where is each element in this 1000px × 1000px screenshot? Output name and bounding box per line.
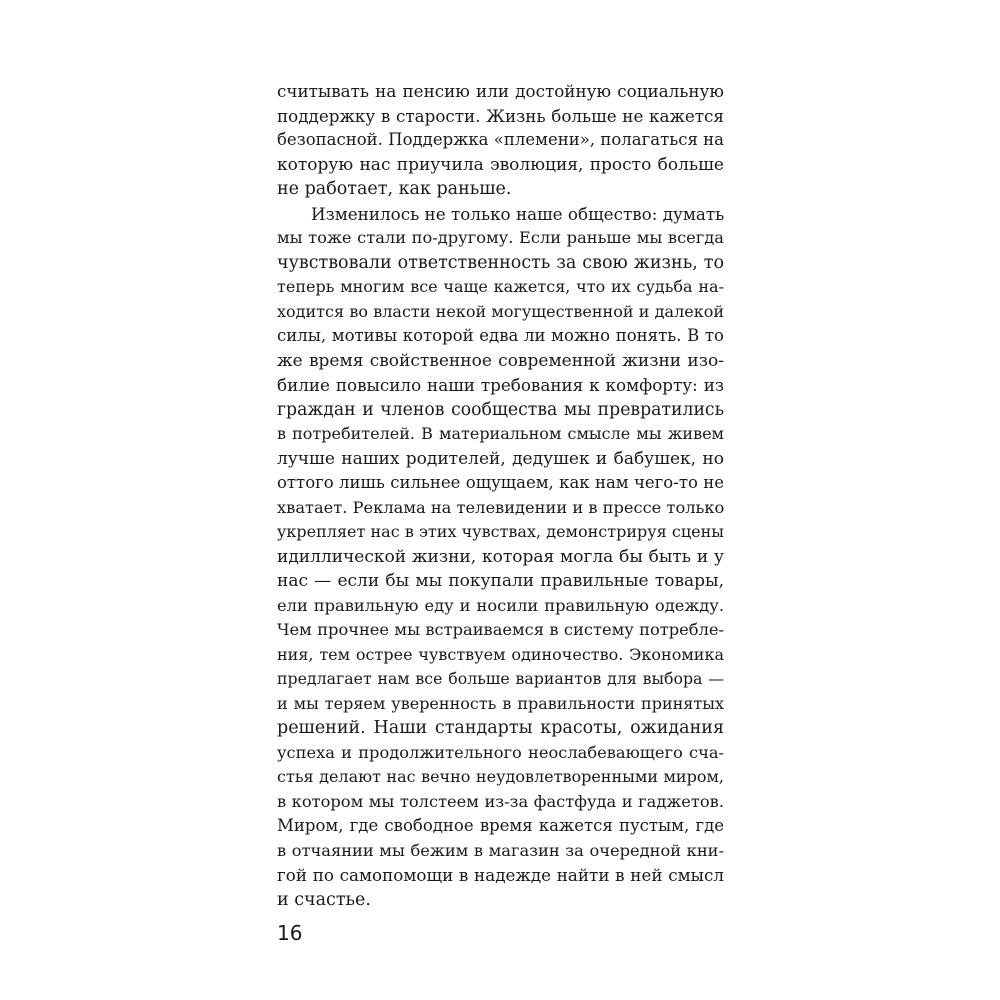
- text-line: же время свойственное современной жизни изо-: [277, 350, 724, 371]
- page-number: 16: [277, 921, 303, 945]
- text-line: которую нас приучила эволюция, просто больше: [277, 154, 724, 175]
- text-line: в котором мы толстеем из-за фастфуда и гаджетов.: [277, 791, 724, 811]
- text-line: ния, тем острее чувствуем одиночество. Экономика: [277, 644, 724, 664]
- text-line: Изменилось не только наше общество: думать: [311, 203, 724, 224]
- text-line: укрепляет нас в этих чувствах, демонстрируя сцены: [277, 522, 724, 541]
- text-line: ели правильную еду и носили правильную одежду.: [277, 595, 724, 615]
- text-line: предлагает нам все больше вариантов для выбора —: [277, 669, 724, 688]
- text-line: безопасной. Поддержка «племени», полагаться на: [277, 130, 724, 149]
- text-line: оттого лишь сильнее ощущаем, как нам чего-то не: [277, 473, 724, 492]
- text-line: считывать на пенсию или достойную социальную: [277, 81, 724, 101]
- text-line: силы, мотивы которой едва ли можно понять. В то: [277, 326, 724, 345]
- text-line: поддержку в старости. Жизнь больше не кажется: [277, 105, 724, 126]
- text-line: не работает, как раньше.: [277, 179, 512, 199]
- text-line: хватает. Реклама на телевидении и в прессе только: [277, 497, 724, 517]
- text-line: идиллической жизни, которая могла бы быть и у: [277, 546, 724, 567]
- text-line: успеха и продолжительного неослабевающего сча-: [277, 742, 724, 762]
- text-line: ходится во власти некой могущественной и далекой: [277, 301, 724, 321]
- text-line: лучше наших родителей, дедушек и бабушек, но: [277, 448, 724, 469]
- body-text: [277, 79, 724, 912]
- text-line: в потребителей. В материальном смысле мы живем: [277, 424, 724, 443]
- text-line: и счастье.: [277, 889, 371, 910]
- text-line: и мы теряем уверенность в правильности принятых: [277, 693, 724, 713]
- text-line: Чем прочнее мы встраиваемся в систему потребле-: [277, 620, 724, 639]
- text-line: нас — если бы мы покупали правильные товары,: [277, 571, 724, 591]
- text-line: мы тоже стали по-другому. Если раньше мы всегда: [277, 228, 724, 247]
- text-line: гой по самопомощи в надежде найти в ней смысл: [277, 865, 724, 885]
- text-line: граждан и членов сообщества мы превратились: [277, 399, 724, 420]
- text-line: билие повысило наши требования к комфорту: из: [277, 375, 724, 395]
- text-line: чувствовали ответственность за свою жизнь, то: [277, 252, 724, 273]
- text-line: теперь многим все чаще кажется, что их судьба на-: [277, 277, 724, 296]
- text-line: Миром, где свободное время кажется пустым, где: [277, 816, 724, 835]
- text-line: в отчаянии мы бежим в магазин за очередной кни-: [277, 840, 724, 860]
- text-line: стья делают нас вечно неудовлетворенными миром,: [277, 767, 724, 786]
- text-line: решений. Наши стандарты красоты, ожидания: [277, 718, 724, 738]
